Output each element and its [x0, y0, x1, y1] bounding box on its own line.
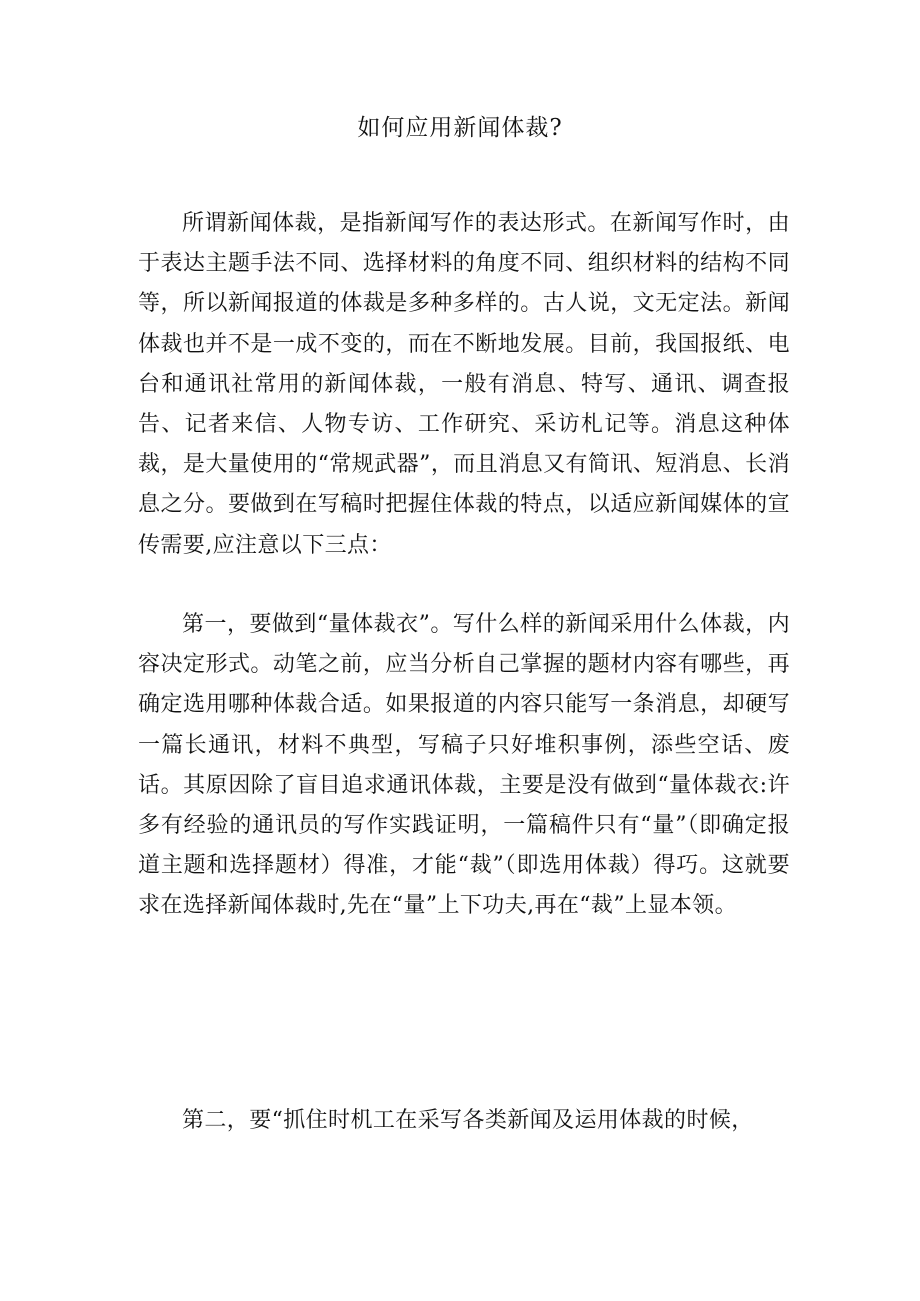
- paragraph-3: 第二，要“抓住时机工在采写各类新闻及运用体裁的时候，: [182, 1108, 754, 1133]
- paragraph-1: 所谓新闻体裁，是指新闻写作的表达形式。在新闻写作时，由于表达主题手法不同、选择材料的角度不同、组织材料的结构不同等，所以新闻报道的体裁是多种多样的。古人说，文无定法。新闻体裁也并不是一成不变的，而在不断地发展。目前，我国报纸、电台和通讯社常用的新闻体裁，一般有消息、特写、通讯、调查报告、记者来信、人物专访、工作研究、采访札记等。消息这种体裁，是大量使用的“常规武器”，而且消息又有简讯、短消息、长消息之分。要做到在写稿时把握住体裁的特点，以适应新闻媒体的宣传需要,应注意以下三点：: [138, 211, 790, 558]
- document-title: 如何应用新闻体裁?: [357, 115, 563, 141]
- paragraph-2: 第一，要做到“量体裁衣”。写什么样的新闻采用什么体裁，内容决定形式。动笔之前，应当分析自己掌握的题材内容有哪些，再确定选用哪种体裁合适。如果报道的内容只能写一条消息，却硬写一篇长通讯，材料不典型，写稿子只好堆积事例，添些空话、废话。其原因除了盲目追求通讯体裁，主要是没有做到“量体裁衣:许多有经验的通讯员的写作实践证明，一篇稿件只有“量”（即确定报道主题和选择题材）得准，才能“裁”（即选用体裁）得巧。这就要求在选择新闻体裁时,先在“量”上下功夫,再在“裁”上显本领。: [138, 612, 790, 919]
